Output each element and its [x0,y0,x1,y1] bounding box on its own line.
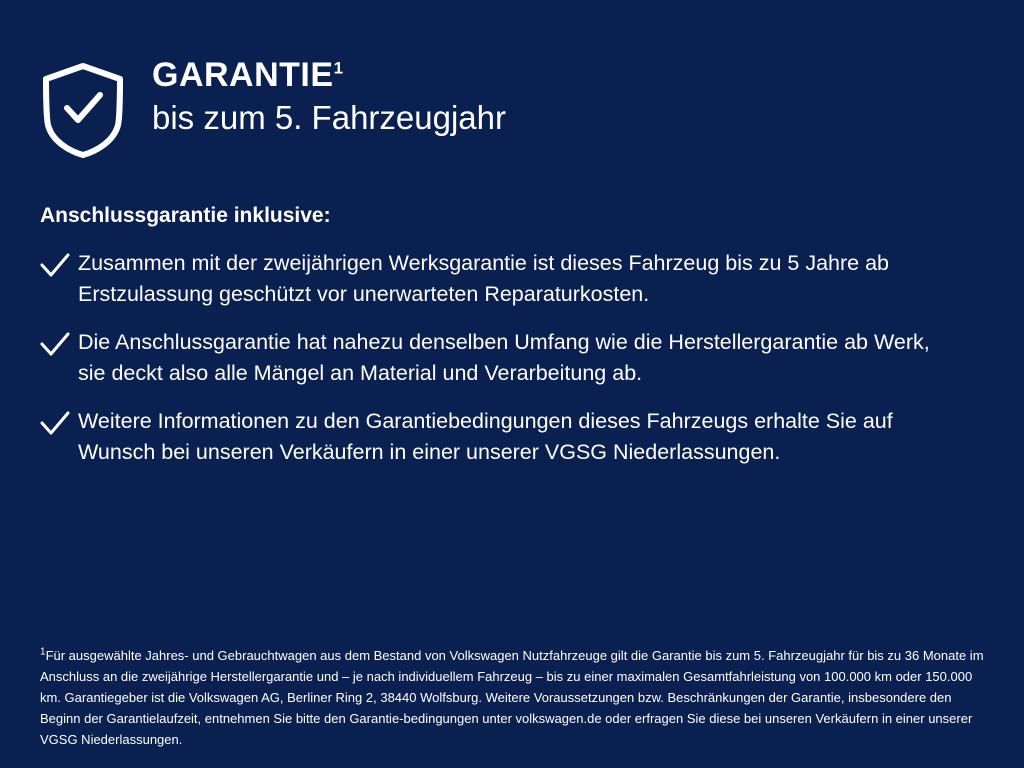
check-icon [40,327,78,358]
footnote-marker: 1 [40,646,46,658]
list-item [40,327,978,388]
list-item [40,248,978,309]
intro-heading: Anschlussgarantie inklusive: [40,204,331,227]
header [0,0,1024,158]
check-icon [40,406,78,437]
shield-check-icon [40,56,136,158]
page-title-text: GARANTIE [152,56,334,94]
list-item-label: Zusammen mit der zweijährigen Werksgarantie ist dieses Fahrzeug bis zu 5 Jahre ab Erstzulassung geschützt vor unerwarteten Reparaturkosten. [78,251,889,306]
page-subtitle: bis zum 5. Fahrzeugjahr [152,99,506,137]
list-item-label: Die Anschlussgarantie hat nahezu denselben Umfang wie die Herstellergarantie ab Werk, sie deckt also alle Mängel an Material und Verarbeitung ab. [78,330,930,385]
footnote [40,645,984,750]
footnote-text: Für ausgewählte Jahres- und Gebrauchtwagen aus dem Bestand von Volkswagen Nutzfahrzeuge gilt die Garantie bis zum 5. Fahrzeugjahr für bis zu 36 Monate im Anschluss an die zweijährige Herstellergarantie und – je nach individuellem Fahrzeug – bis zu einer maximalen Gesamtfahrleistung von 100.000 km oder 150.000 km. Garantiegeber ist die Volkswagen AG, Berliner Ring 2, 38440 Wolfsburg. Weitere Voraussetzungen bzw. Beschränkungen der Garantie, insbesondere den Beginn der Garantielaufzeit, entnehmen Sie bitte den Garantie-bedingungen unter volkswagen.de oder erfragen Sie diese bei unseren Verkäufern in einer unserer VGSG Niederlassungen. [40,647,984,747]
benefits-list [40,248,978,467]
header-text [136,56,506,138]
page-title [152,56,506,94]
check-icon [40,248,78,279]
main-content [0,158,1024,467]
page-title-footnote-marker: 1 [333,58,344,78]
list-item-label: Weitere Informationen zu den Garantiebedingungen dieses Fahrzeugs erhalte Sie auf Wunsch bei unseren Verkäufern in einer unserer VGSG Niederlassungen. [78,409,893,464]
list-item [40,406,978,467]
